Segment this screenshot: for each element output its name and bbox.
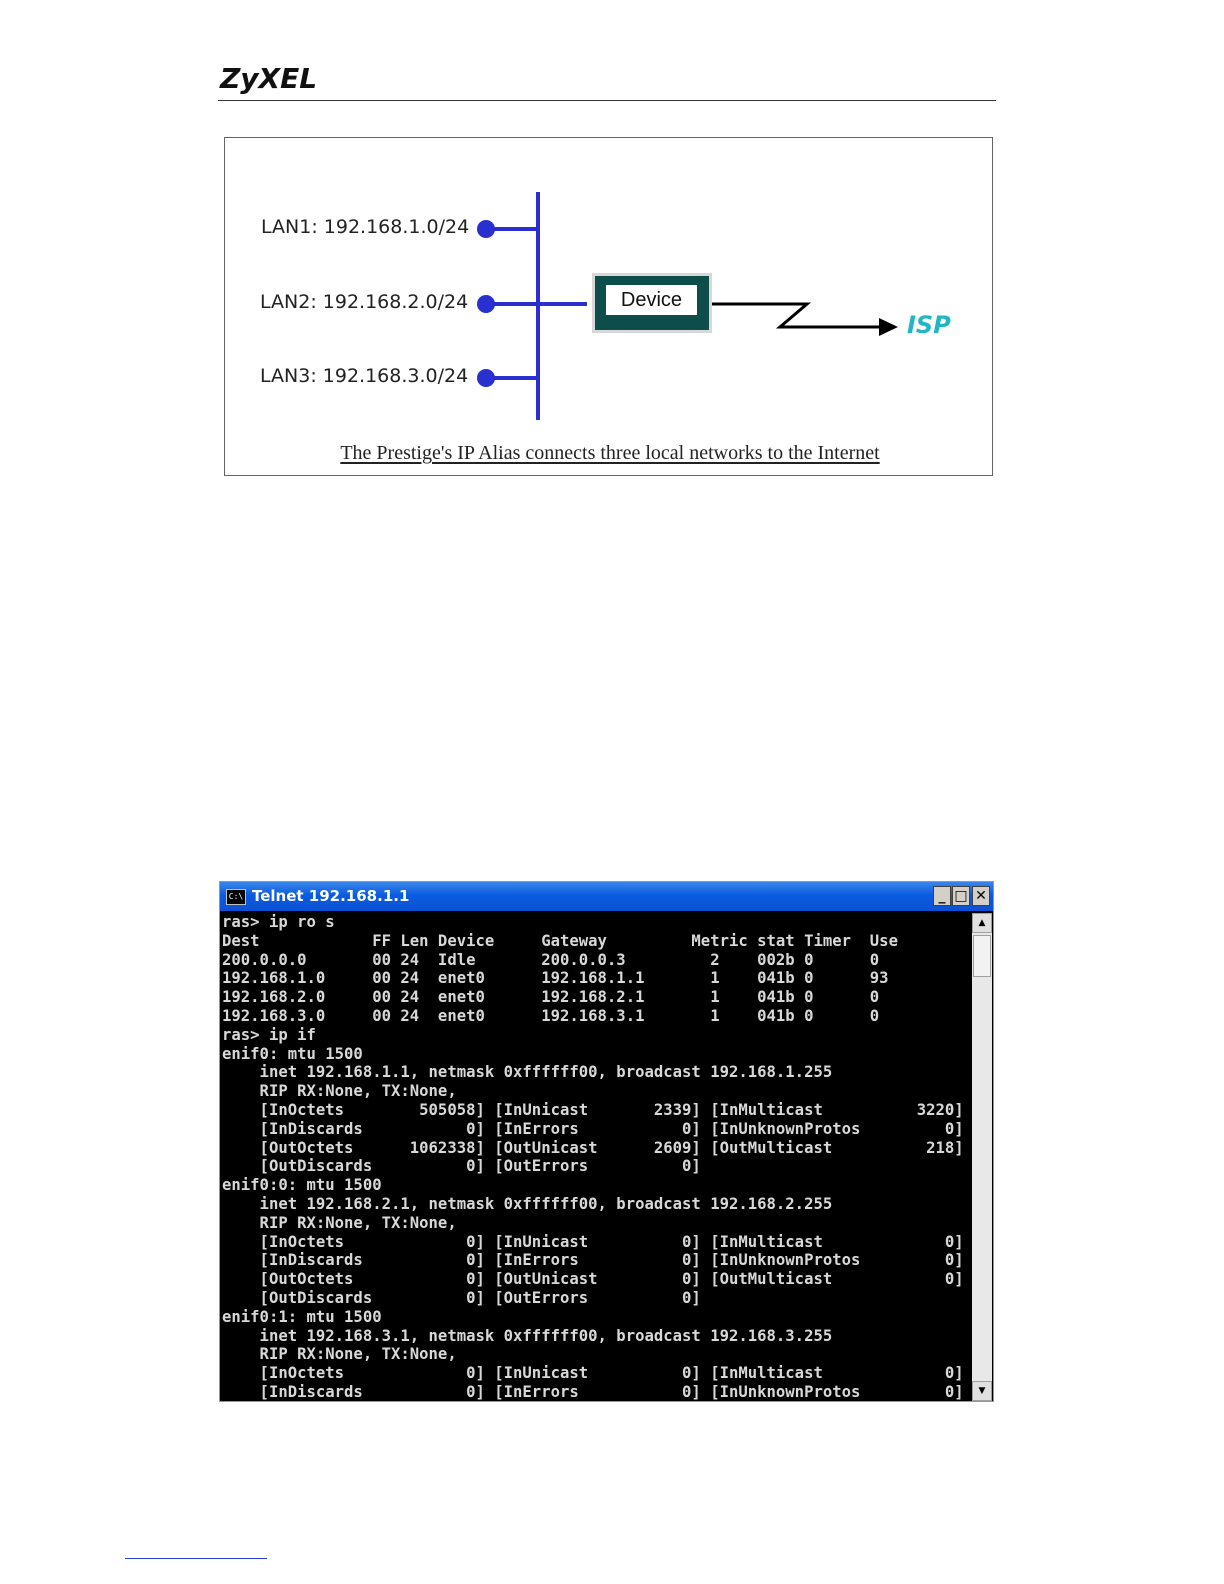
console-line: inet 192.168.1.1, netmask 0xffffff00, broadcast 192.168.1.255 bbox=[222, 1063, 833, 1082]
lan2-node bbox=[477, 295, 495, 313]
lan1-node bbox=[477, 220, 495, 238]
console-output[interactable] bbox=[222, 913, 970, 1401]
console-line: RIP RX:None, TX:None, bbox=[222, 1213, 457, 1232]
console-line: enif0: mtu 1500 bbox=[222, 1044, 363, 1063]
console-line: 192.168.2.0 00 24 enet0 192.168.2.1 1 041b 0 0 bbox=[222, 988, 880, 1007]
wan-link-line bbox=[712, 304, 885, 327]
window-title: Telnet 192.168.1.1 bbox=[252, 887, 410, 905]
console-icon[interactable]: C:\ bbox=[226, 889, 246, 905]
close-button[interactable]: ✕ bbox=[972, 886, 990, 906]
zyxel-logo: ZyXEL bbox=[220, 62, 318, 95]
lan3-label: LAN3: 192.168.3.0/24 bbox=[260, 365, 469, 387]
lan3-node bbox=[477, 369, 495, 387]
console-line: ras> ip ro s bbox=[222, 913, 335, 931]
console-line: [InDiscards 0] [InErrors 0] [InUnknownProtos 0] bbox=[222, 1119, 964, 1138]
header-divider bbox=[218, 100, 996, 101]
vertical-scrollbar[interactable] bbox=[972, 913, 992, 1401]
lan1-label: LAN1: 192.168.1.0/24 bbox=[261, 216, 470, 238]
console-line: enif0:1: mtu 1500 bbox=[222, 1307, 382, 1326]
scroll-thumb[interactable] bbox=[973, 935, 991, 977]
console-line: inet 192.168.2.1, netmask 0xffffff00, broadcast 192.168.2.255 bbox=[222, 1194, 833, 1213]
console-line: [InOctets 505058] [InUnicast 2339] [InMulticast 3220] bbox=[222, 1100, 964, 1119]
console-line: [InDiscards 0] [InErrors 0] [InUnknownProtos 0] bbox=[222, 1251, 964, 1270]
ip-alias-diagram bbox=[224, 137, 993, 476]
console-line: 192.168.3.0 00 24 enet0 192.168.3.1 1 041b 0 0 bbox=[222, 1006, 880, 1025]
console-line: RIP RX:None, TX:None, bbox=[222, 1082, 457, 1101]
console-line: RIP RX:None, TX:None, bbox=[222, 1345, 457, 1364]
maximize-button[interactable]: □ bbox=[952, 886, 970, 906]
window-titlebar[interactable] bbox=[220, 882, 993, 911]
telnet-window[interactable] bbox=[219, 881, 994, 1402]
wan-arrowhead bbox=[879, 318, 898, 336]
device-label: Device bbox=[606, 285, 697, 315]
scroll-up-button[interactable]: ▲ bbox=[972, 913, 992, 933]
footer-link-underline bbox=[125, 1558, 267, 1559]
scroll-down-button[interactable]: ▼ bbox=[972, 1381, 992, 1401]
console-line: [OutOctets 1062338] [OutUnicast 2609] [OutMulticast 218] bbox=[222, 1138, 964, 1157]
minimize-button[interactable]: _ bbox=[933, 886, 951, 906]
figure-caption: The Prestige's IP Alias connects three local networks to the Internet bbox=[340, 442, 880, 464]
console-line: Dest FF Len Device Gateway Metric stat Timer Use bbox=[222, 931, 898, 950]
isp-label: ISP bbox=[907, 311, 951, 339]
lan2-label: LAN2: 192.168.2.0/24 bbox=[260, 291, 469, 313]
console-line: 200.0.0.0 00 24 Idle 200.0.0.3 2 002b 0 0 bbox=[222, 950, 880, 969]
console-line: inet 192.168.3.1, netmask 0xffffff00, broadcast 192.168.3.255 bbox=[222, 1326, 833, 1345]
console-line: [InDiscards 0] [InErrors 0] [InUnknownProtos 0] bbox=[222, 1382, 964, 1401]
console-line: [InOctets 0] [InUnicast 0] [InMulticast 0] bbox=[222, 1232, 964, 1251]
console-line: enif0:0: mtu 1500 bbox=[222, 1176, 382, 1195]
console-line: [OutDiscards 0] [OutErrors 0] bbox=[222, 1288, 701, 1307]
device-node bbox=[592, 273, 712, 333]
console-line: [OutDiscards 0] [OutErrors 0] bbox=[222, 1157, 701, 1176]
console-line: [InOctets 0] [InUnicast 0] [InMulticast 0] bbox=[222, 1364, 964, 1383]
console-line: [OutOctets 0] [OutUnicast 0] [OutMulticast 0] bbox=[222, 1270, 964, 1289]
console-line: 192.168.1.0 00 24 enet0 192.168.1.1 1 041b 0 93 bbox=[222, 969, 889, 988]
console-line: ras> ip if bbox=[222, 1025, 316, 1044]
